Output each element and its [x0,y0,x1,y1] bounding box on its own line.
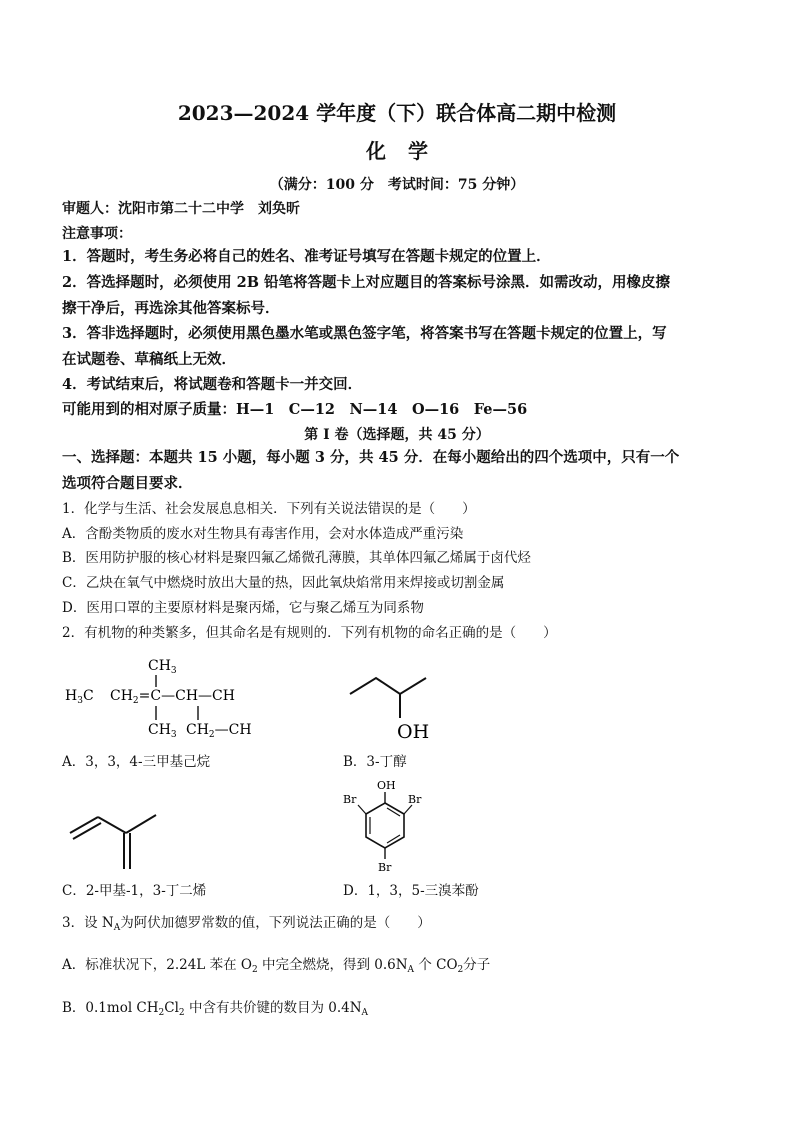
q3-option-b: B．0.1mol $CH_2Cl_2$ 中含有共价键的数目为 $0.4N_A$ [62,1000,369,1018]
notice-item: 在试题卷、草稿纸上无效． [62,351,236,368]
section-instruction: 一、选择题：本题共 15 小题，每小题 3 分，共 45 分．在每小题给出的四个选项中，只有一个 [62,449,680,466]
q1-option-a: A．含酚类物质的废水对生物具有毒害作用，会对水体造成严重污染 [62,526,464,542]
notice-item: 2．答选择题时，必须使用 2B 铅笔将答题卡上对应题目的答案标号涂黑．如需改动，用橡皮擦 [62,274,671,291]
notice-heading: 注意事项： [62,226,132,242]
q2-stem: 2．有机物的种类繁多，但其命名是有规则的．下列有机物的命名正确的是（ ） [62,625,557,641]
q1-option-d: D．医用口罩的主要原材料是聚丙烯，它与聚乙烯互为同系物 [62,600,424,616]
exam-title: 2023—2024 学年度（下）联合体高二期中检测 [177,101,617,125]
svg-text:Br: Br [378,861,392,874]
svg-text:H3C: $H_3C$ [65,688,94,706]
notice-item: 擦干净后，再选涂其他答案标号． [62,300,280,317]
q1-option-b: B．医用防护服的核心材料是聚四氟乙烯微孔薄膜，其单体四氟乙烯属于卤代烃 [62,550,531,566]
svg-text:CH3: $CH_3$ [148,658,177,676]
q2-option-b: B．3-丁醇 [343,754,407,770]
structure-d [340,775,430,875]
section-instruction-cont: 选项符合题目要求． [62,475,193,492]
q3-stem: 3．设 $N_A$为阿伏加德罗常数的值，下列说法正确的是（ ） [62,915,431,933]
notice-item: 1．答题时，考生务必将自己的姓名、准考证号填写在答题卡规定的位置上． [62,248,551,265]
q2-option-a: A．3，3，4-三甲基己烷 [62,754,211,770]
svg-text:Br: Br [408,793,422,806]
part1-heading: 第 I 卷（选择题，共 45 分） [304,427,490,443]
notice-item: 4．考试结束后，将试题卷和答题卡一并交回． [62,376,363,393]
structure-c [62,803,172,873]
svg-text:OH: OH [377,779,396,792]
svg-text:Br: Br [343,793,357,806]
q2-option-c: C．2-甲基-1，3-丁二烯 [62,883,207,899]
ch3-label: CH [148,658,171,674]
exam-info: （满分：100 分 考试时间：75 分钟） [269,177,525,193]
q3-option-a: A．标准状况下，2.24L 苯在 $O_2$ 中完全燃烧，得到 $0.6N_A$ 个 $CO_2$分子 [62,957,491,975]
structure-b [340,668,450,744]
svg-text:CH2—CH: $CH_2—CH$ [186,722,252,740]
q2-option-d: D．1，3，5-三溴苯酚 [343,883,479,899]
q1-option-c: C．乙炔在氧气中燃烧时放出大量的热，因此氧炔焰常用来焊接或切割金属 [62,575,505,591]
svg-text:CH2=C—CH—CH: $CH_2=C—CH—CH$ [110,688,235,706]
notice-item: 3．答非选择题时，必须使用黑色墨水笔或黑色签字笔，将答案书写在答题卡规定的位置上，写 [62,325,667,342]
structure-a [60,650,280,742]
reviewer: 审题人：沈阳市第二十二中学 刘奂昕 [62,201,300,217]
atomic-mass-line: 可能用到的相对原子质量：H—1 C—12 N—14 O—16 Fe—56 [62,401,528,418]
subject-title: 化学 [366,139,450,163]
q1-stem: 1．化学与生活、社会发展息息相关．下列有关说法错误的是（ ） [62,501,476,517]
svg-text:CH3: $CH_3$ [148,722,177,740]
oh-label: OH [397,721,430,743]
